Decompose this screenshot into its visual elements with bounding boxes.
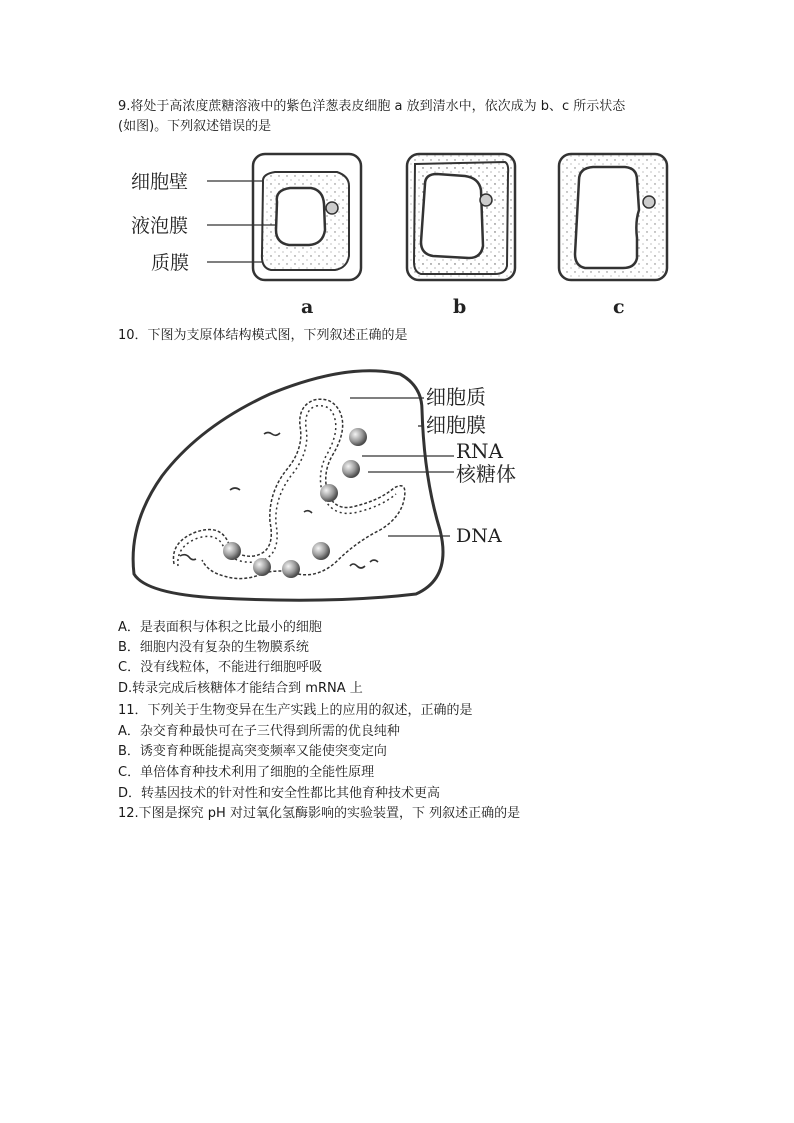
label-vacuole-membrane: 液泡膜 <box>131 215 189 237</box>
label-rna: RNA <box>456 439 504 463</box>
label-cell-membrane: 细胞膜 <box>426 413 486 437</box>
label-cytoplasm: 细胞质 <box>426 385 486 409</box>
ribosome <box>342 460 360 478</box>
q9-cell-diagram <box>125 150 685 320</box>
caption-a: a <box>301 296 314 318</box>
cell-a-vacuole <box>276 188 325 245</box>
cell-a <box>253 154 361 280</box>
ribosome <box>320 484 338 502</box>
q12-stem: 12.下图是探究 pH 对过氧化氢酶影响的实验装置，下 列叙述正确的是 <box>118 806 521 821</box>
q10-option-d: D.转录完成后核糖体才能结合到 mRNA 上 <box>118 681 363 696</box>
cell-b-vacuole <box>421 174 483 258</box>
q10-option-b: B．细胞内没有复杂的生物膜系统 <box>118 640 309 655</box>
q11-option-d: D．转基因技术的针对性和安全性都比其他育种技术更高 <box>118 786 441 801</box>
caption-c: c <box>613 296 625 318</box>
label-plasma-membrane: 质膜 <box>151 252 190 274</box>
q11-option-b: B．诱变育种既能提高突变频率又能使突变定向 <box>118 744 387 759</box>
cell-c-nucleus <box>643 196 655 208</box>
q11-option-a: A．杂交育种最快可在子三代得到所需的优良纯种 <box>118 724 400 739</box>
cell-c-vacuole <box>575 167 639 268</box>
ribosome <box>312 542 330 560</box>
cell-b-nucleus <box>480 194 492 206</box>
ribosome <box>253 558 271 576</box>
q9-stem-line2: (如图)。下列叙述错误的是 <box>118 119 272 134</box>
cell-b <box>407 154 515 280</box>
q9-stem-line1: 9.将处于高浓度蔗糖溶液中的紫色洋葱表皮细胞 a 放到清水中，依次成为 b、c 所示状态 <box>118 99 626 114</box>
label-dna: DNA <box>456 525 502 547</box>
cell-c <box>559 154 667 280</box>
q10-option-c: C．没有线粒体，不能进行细胞呼吸 <box>118 660 323 675</box>
q10-mycoplasma-diagram <box>118 352 568 612</box>
caption-b: b <box>453 296 467 318</box>
ribosome <box>282 560 300 578</box>
q10-option-a: A．是表面积与体积之比最小的细胞 <box>118 620 322 635</box>
q11-option-c: C．单倍体育种技术利用了细胞的全能性原理 <box>118 765 375 780</box>
q11-stem: 11．下列关于生物变异在生产实践上的应用的叙述，正确的是 <box>118 703 473 718</box>
q10-stem: 10．下图为支原体结构模式图，下列叙述正确的是 <box>118 328 408 343</box>
label-ribosome: 核糖体 <box>456 462 516 486</box>
ribosome <box>223 542 241 560</box>
cell-a-nucleus <box>326 202 338 214</box>
label-cell-wall: 细胞壁 <box>131 171 189 193</box>
ribosome <box>349 428 367 446</box>
